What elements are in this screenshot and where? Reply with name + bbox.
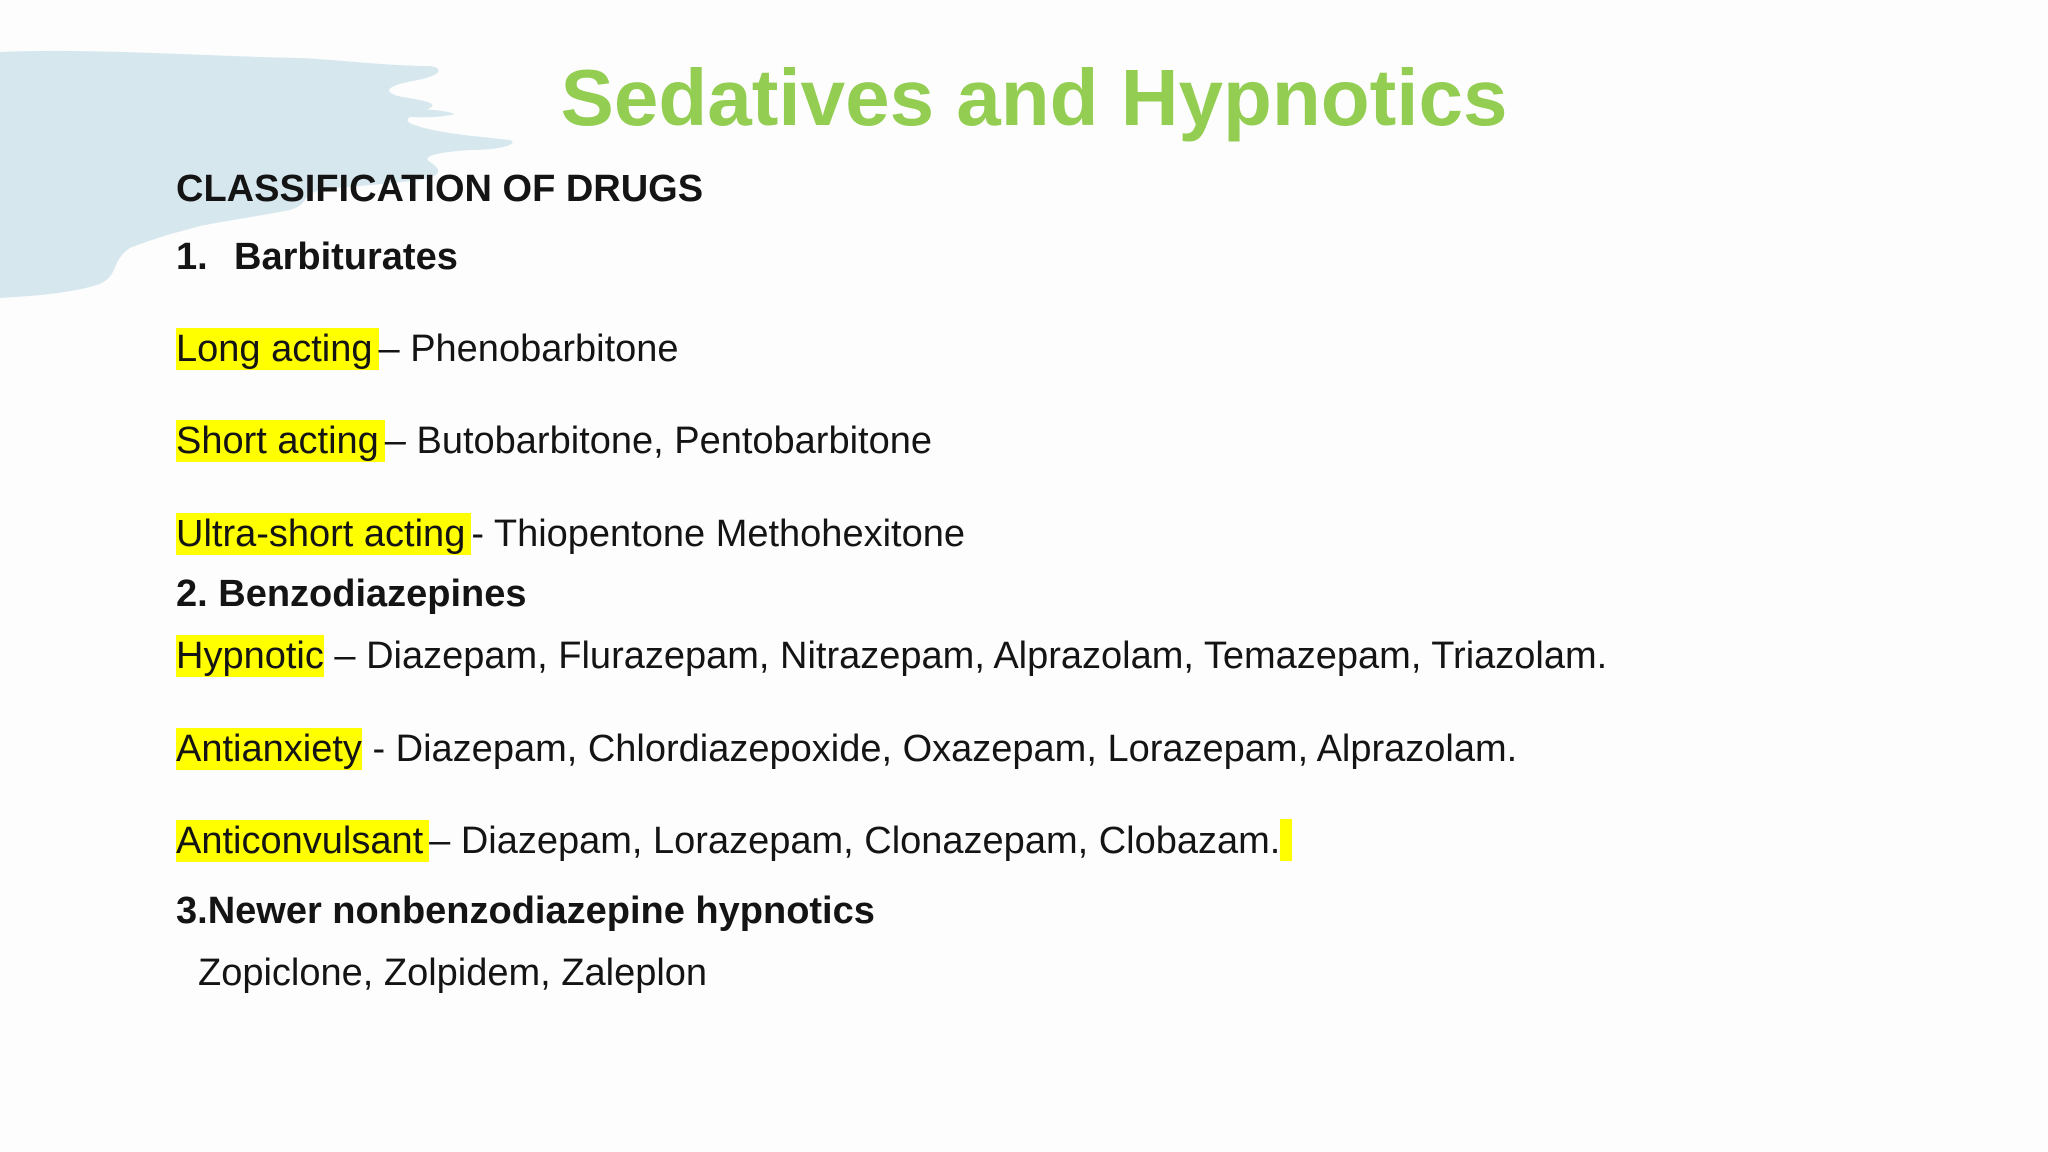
highlight-label: Antianxiety	[176, 728, 362, 770]
drug-list: – Butobarbitone, Pentobarbitone	[384, 420, 932, 462]
highlight-label: Ultra-short acting	[176, 513, 471, 555]
highlight-label: Anticonvulsant	[176, 820, 429, 862]
barbiturates-title: Barbiturates	[234, 236, 458, 278]
highlight-label: Hypnotic	[176, 635, 324, 677]
section-barbiturates-title	[176, 234, 458, 280]
drug-list: - Thiopentone Methohexitone	[471, 513, 965, 555]
trailing-highlight-mark	[1280, 819, 1292, 861]
list-item-anticonvulsant	[176, 818, 1292, 864]
drug-list: – Diazepam, Lorazepam, Clonazepam, Clobazam.	[429, 820, 1281, 862]
list-item-long-acting	[176, 326, 679, 372]
slide-title: Sedatives and Hypnotics	[560, 53, 1508, 142]
highlight-label: Long acting	[176, 328, 379, 370]
list-item-antianxiety	[176, 726, 1517, 772]
drug-list: – Phenobarbitone	[378, 328, 679, 370]
list-item-ultra-short-acting	[176, 511, 965, 557]
drug-list: – Diazepam, Flurazepam, Nitrazepam, Alprazolam, Temazepam, Triazolam.	[323, 635, 1608, 677]
newer-drug-list: Zopiclone, Zolpidem, Zaleplon	[198, 952, 708, 994]
drug-list: - Diazepam, Chlordiazepoxide, Oxazepam, Lorazepam, Alprazolam.	[361, 728, 1518, 770]
list-item-hypnotic	[176, 633, 1607, 679]
list-number: 1.	[176, 236, 208, 278]
classification-heading: CLASSIFICATION OF DRUGS	[176, 168, 704, 210]
section-benzodiazepines-title: 2. Benzodiazepines	[176, 573, 527, 615]
highlight-label: Short acting	[176, 420, 385, 462]
section-newer-title: 3.Newer nonbenzodiazepine hypnotics	[176, 890, 875, 932]
list-item-short-acting	[176, 418, 932, 464]
